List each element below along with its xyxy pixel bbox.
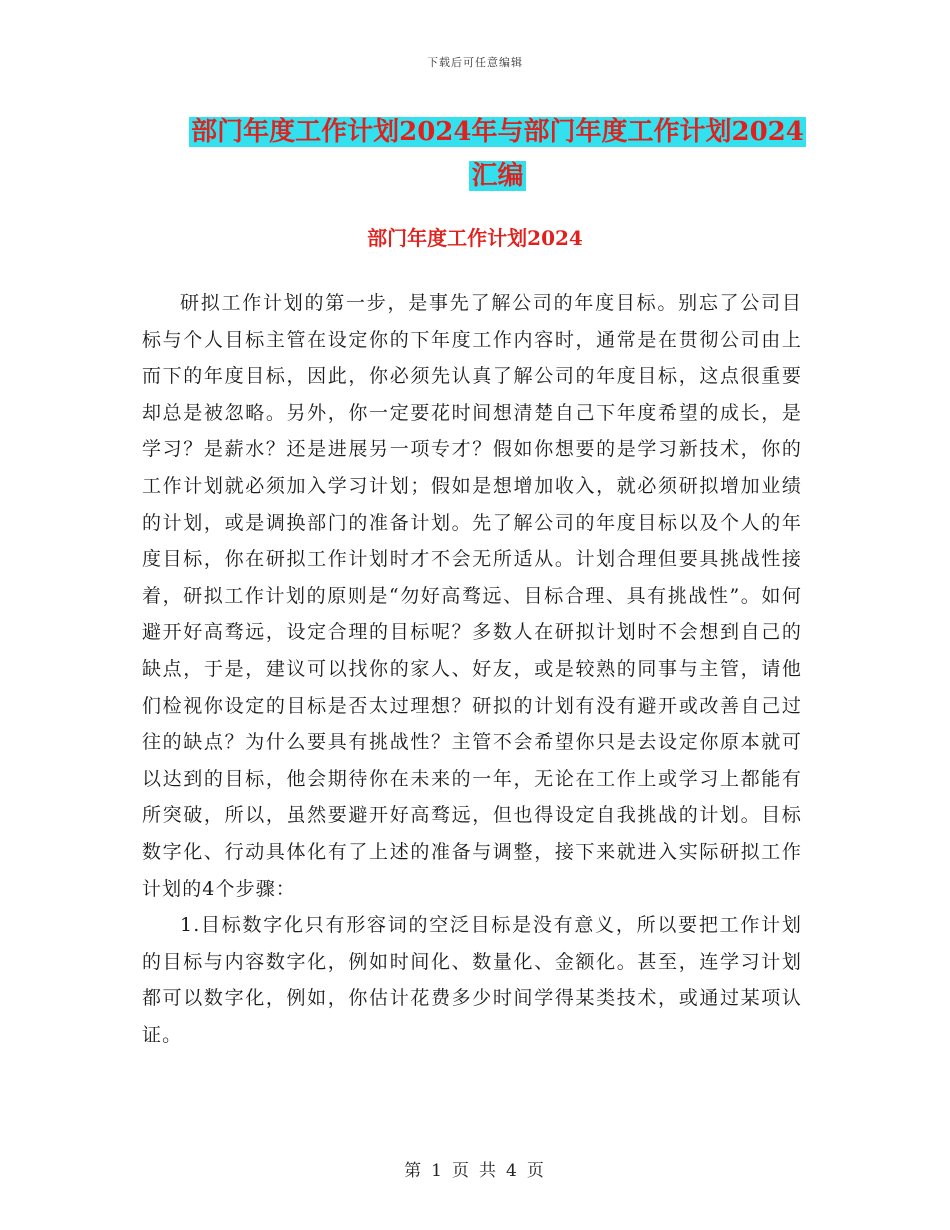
footer-suffix: 页 (526, 1161, 546, 1181)
page-total: 4 (506, 1161, 519, 1181)
section-title: 部门年度工作计划2024 (367, 226, 583, 250)
document-title (140, 110, 855, 198)
page-number: 1 (431, 1161, 444, 1181)
document-title-line1: 部门年度工作计划2024年与部门年度工作计划2024 (191, 117, 804, 147)
paragraph-step-1: 1.目标数字化只有形容词的空泛目标是没有意义，所以要把工作计划的目标与内容数字化，例如时间化、数量化、金额化。甚至，连学习计划都可以数字化，例如，你估计花费多少时间学得某类技术，或通过某项认证。 (142, 914, 802, 1046)
footer-page-word: 页 (452, 1161, 471, 1181)
paragraph-intro: 研拟工作计划的第一步，是事先了解公司的年度目标。别忘了公司目标与个人目标主管在设定你的下年度工作内容时，通常是在贯彻公司由上而下的年度目标，因此，你必须先认真了解公司的年度目标，这点很重要却总是被忽略。另外，你一定要花时间想清楚自己下年度希望的成长，是学习？是薪水？还是进展另一项专才？假如你想要的是学习新技术，你的工作计划就必须加入学习计划；假如是想增加收入，就必须研拟增加业绩的计划，或是调换部门的准备计划。先了解公司的年度目标以及个人的年度目标，你在研拟工作计划时才不会无所适从。计划合理但要具挑战性接着，研拟工作计划的原则是“勿好高骛远、目标合理、具有挑战性”。如何避开好高骛远，设定合理的目标呢？多数人在研拟计划时不会想到自己的缺点，于是，建议可以找你的家人、好友，或是较熟的同事与主管，请他们检视你设定的目标是否太过理想？研拟的计划有没有避开或改善自己过往的缺点？为什么要具有挑战性？主管不会希望你只是去设定你原本就可以达到的目标，他会期待你在未来的一年，无论在工作上或学习上都能有所突破，所以，虽然要避开好高骛远，但也得设定自我挑战的计划。目标数字化、行动具体化有了上述的准备与调整，接下来就进入实际研拟工作计划的4个步骤： (142, 292, 802, 900)
body-text (142, 285, 802, 1053)
header-note: 下载后可任意编辑 (427, 56, 523, 69)
footer-total-prefix: 共 (479, 1161, 498, 1181)
page-footer (0, 1156, 950, 1181)
document-title-line2: 汇编 (471, 161, 524, 191)
footer-prefix: 第 (404, 1161, 424, 1181)
